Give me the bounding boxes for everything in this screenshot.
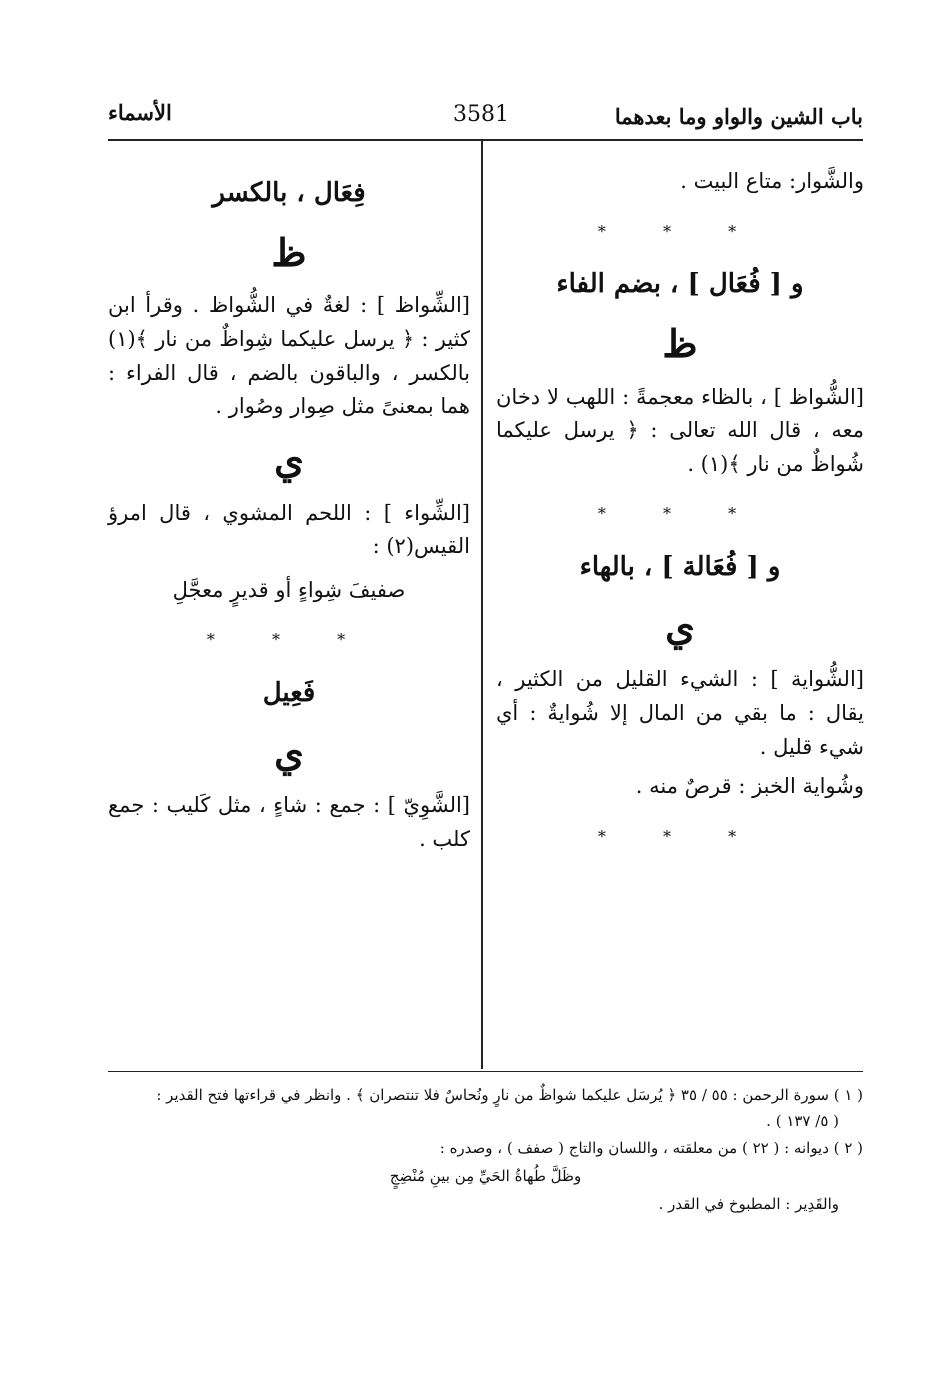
right-column: [496, 165, 864, 869]
entry-shiwaz: [الشِّواظ ] : لغةٌ في الشُّواظ . وقرأ ابن كثير : ﴿ يرسل عليكما شِواظٌ من نار ﴾(١) بالكسر ، والباقون بالضم ، قال الفراء : هما بمعنىً مثل صِوار وصُوار .: [108, 293, 470, 419]
footnote-1-cont: ( ٥/ ١٣٧ ) .: [766, 1112, 839, 1131]
letter-heading: ظ: [662, 320, 698, 366]
separator-stars: * * *: [597, 826, 763, 846]
pattern-heading: و [ فُعَال ] ، بضم الفاء: [556, 269, 804, 300]
separator-stars: * * *: [206, 630, 372, 650]
footnote-2: ( ٢ ) ديوانه : ( ٢٢ ) من معلقته ، واللسان والتاج ( صفف ) ، وصدره :: [439, 1138, 863, 1157]
page-header: [108, 96, 863, 136]
entry-shiwa: [الشِّواء ] : اللحم المشوي ، قال امرؤ القيس(٢) :: [108, 500, 470, 559]
letter-heading: ي: [665, 603, 695, 649]
section-title: الأسماء: [108, 100, 172, 125]
entry-shuwaz: [الشُّواظ ] ، بالظاء معجمةً : اللهب لا دخان معه ، قال الله تعالى : ﴿ يرسل عليكما شُواظٌ من نار ﴾(١) .: [496, 384, 864, 476]
entry-shuwaya: [الشُّواية ] : الشيء القليل من الكثير ، يقال : ما بقي من المال إلا شُوايةٌ : أي شيء قليل .: [496, 667, 864, 759]
chapter-title: باب الشين والواو وما بعدهما: [614, 104, 863, 129]
entry-shawiyy: [الشَّوِيّ ] : جمع : شاءٍ ، مثل كَليب : جمع كلب .: [108, 793, 470, 851]
pattern-heading: و [ فُعَالة ] ، بالهاء: [579, 551, 781, 582]
header-rule: [108, 139, 863, 141]
page-number: 3581: [453, 102, 509, 127]
separator-stars: * * *: [597, 221, 763, 241]
letter-heading: ي: [274, 729, 304, 775]
footnote-1: ( ١ ) سورة الرحمن : ٥٥ / ٣٥ ﴿ يُرسَل عليكما شواظٌ من نارٍ ونُحاسٌ فلا تنتصران ﴾ . وانظر في قراءتها فتح القدير :: [156, 1086, 863, 1104]
pattern-heading: فِعَال ، بالكسر: [212, 178, 366, 208]
poem-verse: صفيفَ شِواءٍ أو قديرٍ معجَّلِ: [172, 577, 406, 602]
footnote-rule: [108, 1071, 863, 1072]
entry-shawar: والشَّوار: متاع البيت .: [680, 169, 864, 193]
letter-heading: ظ: [271, 229, 307, 275]
footnote-2-cont: والقَدِير : المطبوخ في القدر .: [658, 1195, 839, 1213]
separator-stars: * * *: [597, 504, 763, 524]
footnote-2-verse: وظَلَّ طُهاةُ الحَيِّ مِن بينِ مُنْضِجٍ: [389, 1166, 582, 1185]
pattern-heading: فَعِيل: [262, 677, 316, 708]
footnotes: [108, 1082, 863, 1217]
column-divider: [481, 141, 483, 1069]
entry-shuwaya-khubz: وشُواية الخبز : قرصٌ منه .: [635, 774, 864, 799]
letter-heading: ي: [274, 436, 304, 482]
left-column: [108, 165, 470, 863]
